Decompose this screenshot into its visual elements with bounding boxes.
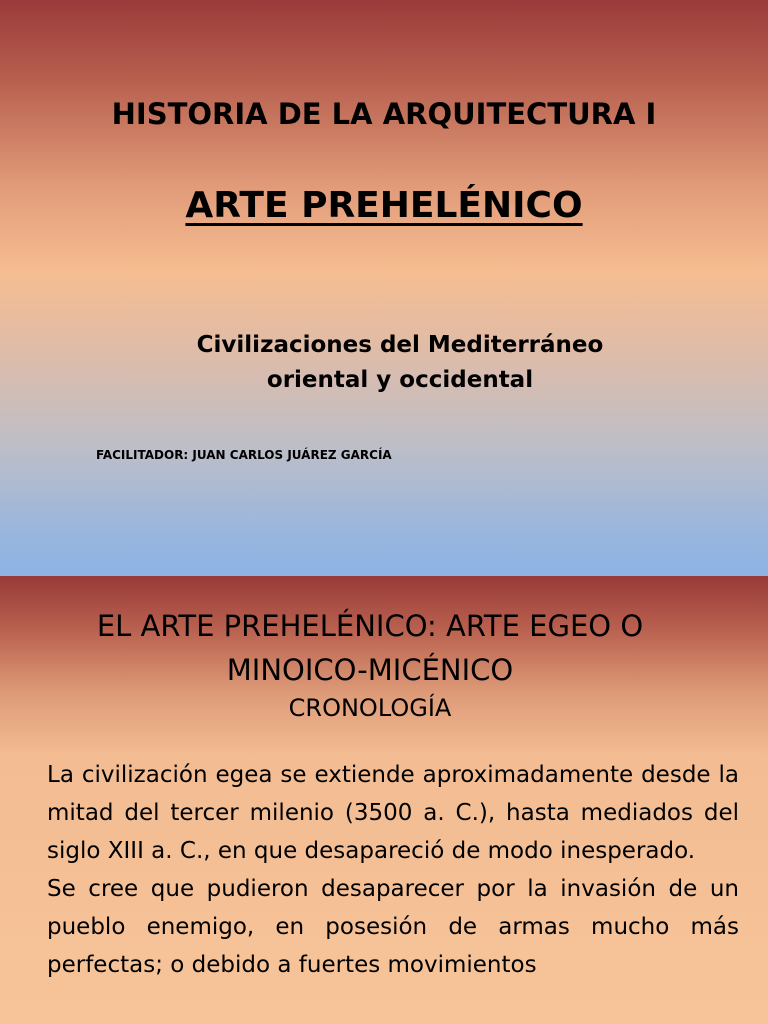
facilitator-credit: FACILITADOR: JUAN CARLOS JUÁREZ GARCÍA <box>96 448 392 462</box>
subtitle <box>0 328 768 398</box>
subtitle-line-2: oriental y occidental <box>266 367 534 393</box>
slide2-heading-line-2: MINOICO-MICÉNICO <box>226 653 514 687</box>
slide2-heading-line-1: EL ARTE PREHELÉNICO: ARTE EGEO O <box>96 609 644 643</box>
main-title-text: ARTE PREHELÉNICO <box>185 185 583 226</box>
slide2-subheading: CRONOLOGÍA <box>288 694 452 722</box>
body-paragraph-2: Se cree que pudieron desaparecer por la invasión de un pueblo enemigo, en posesión de armas mucho más perfectas; o debido a fuertes movimientos <box>47 876 739 978</box>
course-title: HISTORIA DE LA ARQUITECTURA I <box>111 97 657 131</box>
slide2-heading <box>0 604 740 692</box>
main-title <box>0 185 768 226</box>
body-paragraph-1: La civilización egea se extiende aproximadamente desde la mitad del tercer milenio (3500 a. C.), hasta mediados del siglo XIII a. C., en que desapareció de modo inesperado. <box>47 762 739 864</box>
subtitle-line-1: Civilizaciones del Mediterráneo <box>196 332 604 358</box>
slide2-body-text <box>47 756 739 984</box>
